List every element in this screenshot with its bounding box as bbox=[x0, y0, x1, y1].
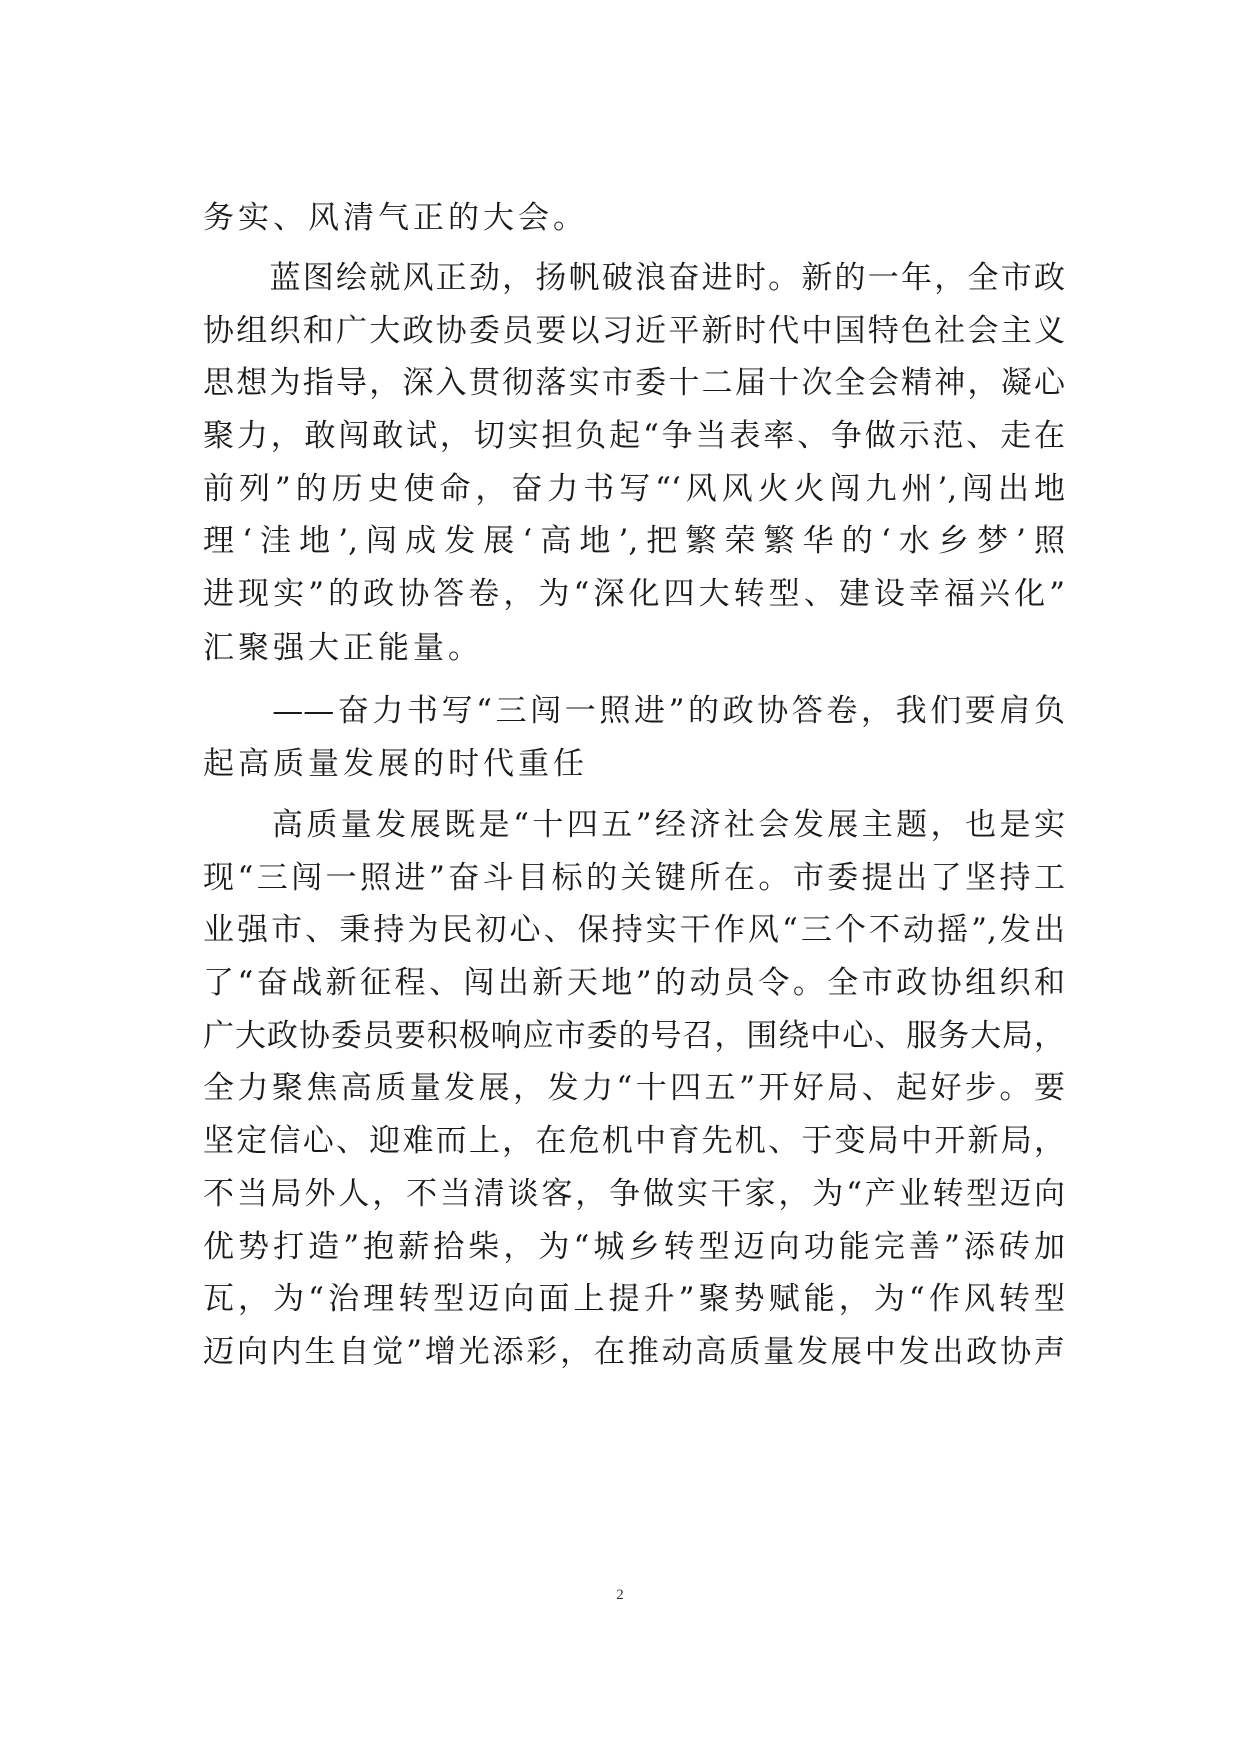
section-heading-line: ——奋力书写“三闯一照进”的政协答卷，我们要肩负 bbox=[203, 693, 1065, 729]
text-line: 理‘洼地’,闯成发展‘高地’,把繁荣繁华的‘水乡梦’照 bbox=[203, 523, 1065, 559]
text-line: 协组织和广大政协委员要以习近平新时代中国特色社会主义 bbox=[203, 313, 1065, 349]
text-line: 瓦，为“治理转型迈向面上提升”聚势赋能，为“作风转型 bbox=[203, 1281, 1065, 1317]
text-line: 不当局外人，不当清谈客，争做实干家，为“产业转型迈向 bbox=[203, 1176, 1065, 1212]
text-line: 了“奋战新征程、闯出新天地”的动员令。全市政协组织和 bbox=[203, 965, 1065, 1001]
text-line: 聚力，敢闯敢试，切实担负起“争当表率、争做示范、走在 bbox=[203, 418, 1065, 454]
text-line: 坚定信心、迎难而上，在危机中育先机、于变局中开新局， bbox=[203, 1123, 1065, 1159]
text-line: 进现实”的政协答卷，为“深化四大转型、建设幸福兴化” bbox=[203, 576, 1065, 612]
text-line: 全力聚焦高质量发展，发力“十四五”开好局、起好步。要 bbox=[203, 1070, 1065, 1106]
page-number: 2 bbox=[616, 1587, 624, 1603]
text-line: 蓝图绘就风正劲，扬帆破浪奋进时。新的一年，全市政 bbox=[203, 260, 1065, 296]
text-line: 现“三闯一照进”奋斗目标的关键所在。市委提出了坚持工 bbox=[203, 860, 1065, 896]
text-line: 前列”的历史使命，奋力书写“‘风风火火闯九州’,闯出地 bbox=[203, 471, 1065, 507]
section-heading-line: 起高质量发展的时代重任 bbox=[203, 746, 588, 782]
text-line: 高质量发展既是“十四五”经济社会发展主题，也是实 bbox=[203, 807, 1065, 843]
text-line: 思想为指导，深入贯彻落实市委十二届十次全会精神，凝心 bbox=[203, 365, 1065, 401]
text-line: 优势打造”抱薪拾柴，为“城乡转型迈向功能完善”添砖加 bbox=[203, 1229, 1065, 1265]
text-line: 业强市、秉持为民初心、保持实干作风“三个不动摇”,发出 bbox=[203, 912, 1065, 948]
text-line: 迈向内生自觉”增光添彩，在推动高质量发展中发出政协声 bbox=[203, 1334, 1065, 1370]
text-line: 汇聚强大正能量。 bbox=[203, 630, 483, 666]
text-line: 广大政协委员要积极响应市委的号召，围绕中心、服务大局， bbox=[203, 1018, 1065, 1054]
text-line: 务实、风清气正的大会。 bbox=[203, 200, 588, 236]
